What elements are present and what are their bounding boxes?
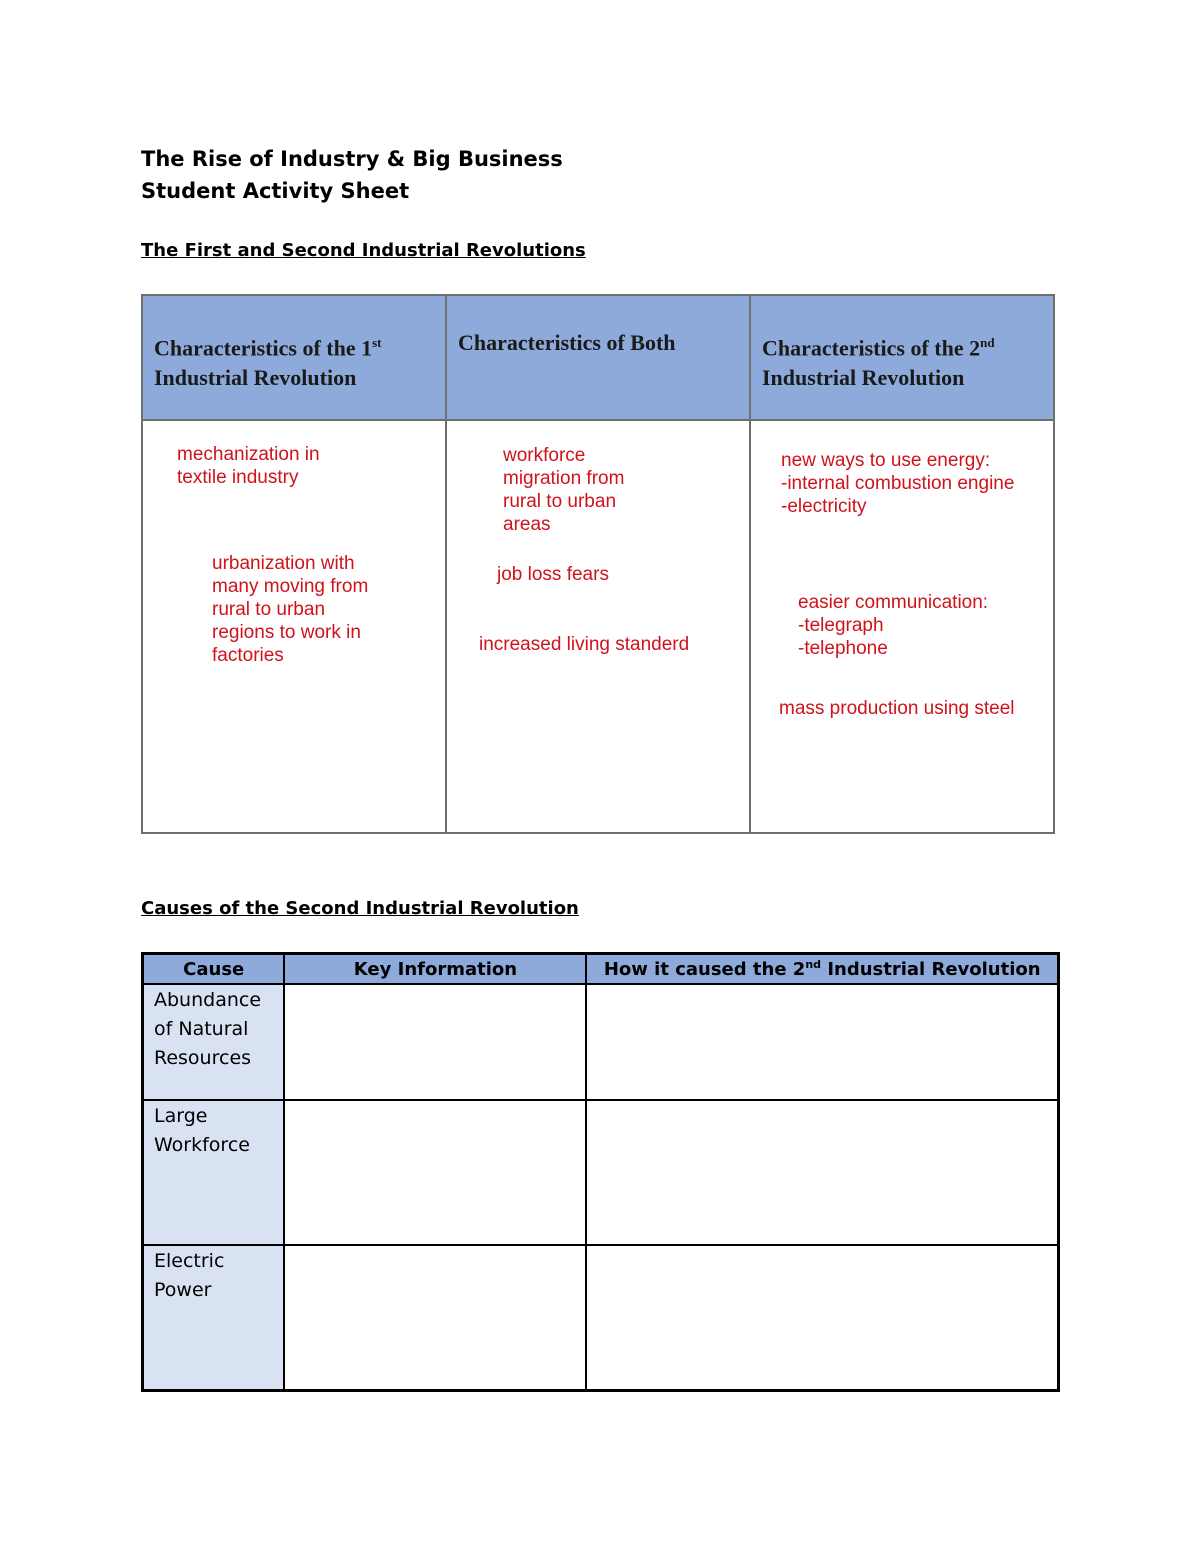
causes-table: [141, 952, 1060, 1392]
column-header-how-caused: How it caused the 2nd Industrial Revolution: [586, 954, 1058, 985]
column-divider: [749, 296, 751, 832]
note-mechanization: mechanization in textile industry: [177, 444, 320, 488]
cause-cell: Abundance of Natural Resources: [143, 984, 285, 1100]
key-information-cell[interactable]: [284, 1100, 586, 1245]
how-caused-cell[interactable]: [586, 1100, 1058, 1245]
comparison-table: [141, 294, 1055, 834]
document-subtitle: Student Activity Sheet: [141, 179, 410, 203]
note-workforce-migration: workforce migration from rural to urban areas: [503, 445, 625, 535]
table-row: [143, 1100, 1059, 1245]
column-header-key-information: Key Information: [284, 954, 586, 985]
how-caused-cell[interactable]: [586, 984, 1058, 1100]
note-communication: easier communication: -telegraph -telephone: [798, 592, 989, 659]
header-second-revolution: Characteristics of the 2nd Industrial Revolution: [762, 335, 995, 391]
document-title-block: [141, 143, 563, 207]
table-row: [143, 984, 1059, 1100]
note-job-loss: job loss fears: [497, 564, 609, 585]
causes-header-row: [143, 954, 1059, 985]
key-information-cell[interactable]: [284, 1245, 586, 1390]
column-divider: [445, 296, 447, 832]
document-title: The Rise of Industry & Big Business: [141, 147, 563, 171]
table-row: [143, 1245, 1059, 1390]
key-information-cell[interactable]: [284, 984, 586, 1100]
note-energy: new ways to use energy: -internal combustion engine -electricity: [781, 450, 1015, 517]
note-living-standard: increased living standerd: [479, 634, 690, 655]
cause-cell: Electric Power: [143, 1245, 285, 1390]
section-heading-revolutions: The First and Second Industrial Revolutions: [141, 240, 586, 261]
header-both: Characteristics of Both: [458, 330, 676, 355]
header-first-revolution: Characteristics of the 1st Industrial Revolution: [154, 335, 382, 391]
column-header-cause: Cause: [143, 954, 285, 985]
note-urbanization: urbanization with many moving from rural to urban regions to work in factories: [212, 553, 369, 666]
cause-cell: Large Workforce: [143, 1100, 285, 1245]
note-mass-production: mass production using steel: [779, 698, 1015, 719]
how-caused-cell[interactable]: [586, 1245, 1058, 1390]
section-heading-causes: Causes of the Second Industrial Revolution: [141, 898, 579, 919]
